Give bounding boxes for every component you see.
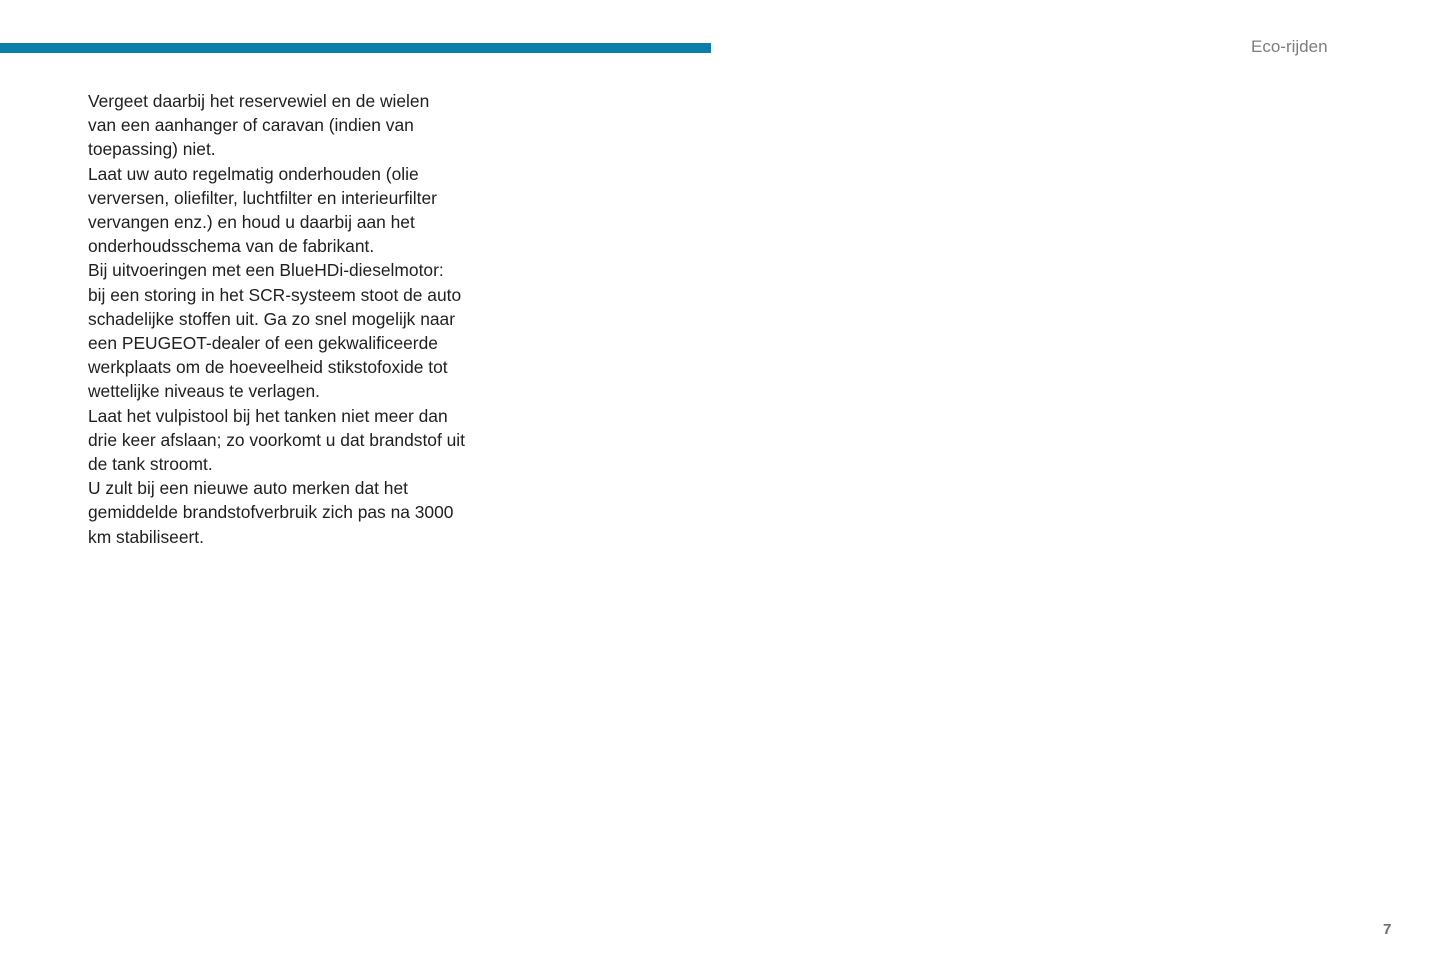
paragraph-bluehdi [88, 258, 488, 403]
text-line: vervangen enz.) en houd u daarbij aan het [88, 212, 415, 233]
section-accent-bar [0, 43, 711, 53]
text-line: de tank stroomt. [88, 454, 213, 475]
text-line: schadelijke stoffen uit. Ga zo snel mogelijk naar [88, 308, 456, 329]
text-line: verversen, oliefilter, luchtfilter en interieurfilter [88, 187, 437, 208]
section-title: Eco-rijden [1251, 37, 1328, 56]
paragraph-maintenance [88, 162, 488, 259]
text-line: wettelijke niveaus te verlagen. [88, 381, 321, 402]
paragraph-spare-wheel [88, 89, 488, 162]
body-text [88, 89, 488, 549]
text-line: Laat het vulpistool bij het tanken niet meer dan [88, 405, 448, 426]
text-line: een PEUGEOT-dealer of een gekwalificeerde [88, 333, 438, 354]
text-line: km stabiliseert. [88, 526, 204, 547]
text-line: U zult bij een nieuwe auto merken dat het [88, 478, 408, 499]
text-line: Vergeet daarbij het reservewiel en de wielen [88, 91, 430, 111]
text-line: gemiddelde brandstofverbruik zich pas na 3000 [88, 502, 454, 523]
text-line: onderhoudsschema van de fabrikant. [88, 236, 375, 257]
text-line: Laat uw auto regelmatig onderhouden (olie [88, 163, 419, 184]
text-line: bij een storing in het SCR-systeem stoot de auto [88, 284, 462, 305]
text-line: drie keer afslaan; zo voorkomt u dat brandstof uit [88, 429, 465, 450]
text-line: van een aanhanger of caravan (indien van [88, 115, 414, 136]
paragraph-refueling [88, 404, 488, 477]
paragraph-fuel-consumption [88, 476, 488, 549]
text-line: toepassing) niet. [88, 139, 216, 160]
text-line: Bij uitvoeringen met een BlueHDi-dieselmotor: [88, 260, 444, 281]
text-line: werkplaats om de hoeveelheid stikstofoxide tot [88, 357, 448, 378]
page-number: 7 [1383, 921, 1392, 938]
